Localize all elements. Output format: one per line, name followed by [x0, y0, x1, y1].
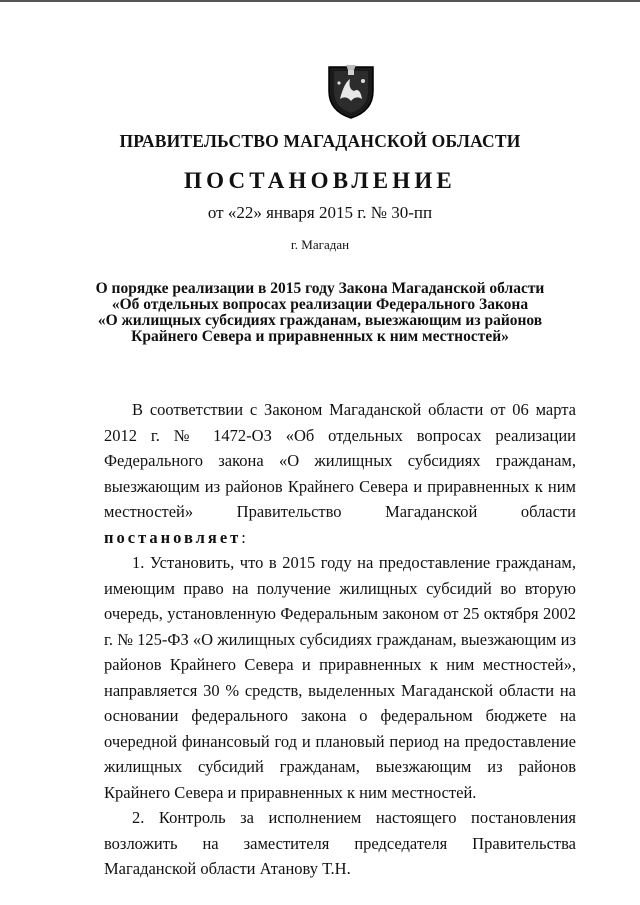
- scan-edge-line: [0, 0, 640, 2]
- city-name: г. Магадан: [290, 237, 350, 252]
- subject-line: «О жилищных субсидиях гражданам, выезжающим из районов: [97, 312, 543, 329]
- coat-of-arms-icon: [326, 61, 376, 119]
- subject-line: «Об отдельных вопросах реализации Федерального Закона: [111, 296, 529, 313]
- document-type-title: ПОСТАНОВЛЕНИЕ: [184, 168, 456, 193]
- point-1-paragraph: 1. Установить, что в 2015 году на предоставление гражданам, имеющим право на получение жилищных субсидий во вторую очередь, установленную Федеральным законом от 25 октября 2002 г. № 125-ФЗ «О жилищных субсидиях гражданам, выезжающим из районов Крайнего Севера и приравненных к ним местностей», направляется 30 % средств, выделенных Магаданской области на основании федерального закона о федеральном бюджете на очередной финансовый год и плановый период на предоставление жилищных субсидий гражданам, выезжающим из районов Крайнего Севера и приравненных к ним местностей.: [104, 553, 576, 802]
- subject-line: Крайнего Севера и приравненных к ним местностей»: [131, 328, 509, 345]
- subject-line: О порядке реализации в 2015 году Закона Магаданской области: [95, 280, 545, 297]
- decree-body: [104, 397, 576, 882]
- decree-subject: [0, 281, 640, 345]
- government-title: ПРАВИТЕЛЬСТВО МАГАДАНСКОЙ ОБЛАСТИ: [119, 131, 521, 151]
- preamble-text: В соответствии с Законом Магаданской области от 06 марта 2012 г. № 1472-ОЗ «Об отдельных вопросах реализации Федерального закона «О жилищных субсидиях гражданам, выезжающим из районов Крайнего Севера и приравненных к ним местностей» Правительство Магаданской области: [104, 400, 576, 521]
- decree-date-number: от «22» января 2015 г. № 30-пп: [207, 203, 433, 222]
- resolves-colon: :: [241, 527, 246, 547]
- preamble-paragraph: [104, 397, 576, 550]
- resolves-word: постановляет: [104, 527, 242, 547]
- point-2-paragraph: 2. Контроль за исполнением настоящего постановления возложить на заместителя председателя Правительства Магаданской области Атанову Т.Н.: [104, 808, 576, 878]
